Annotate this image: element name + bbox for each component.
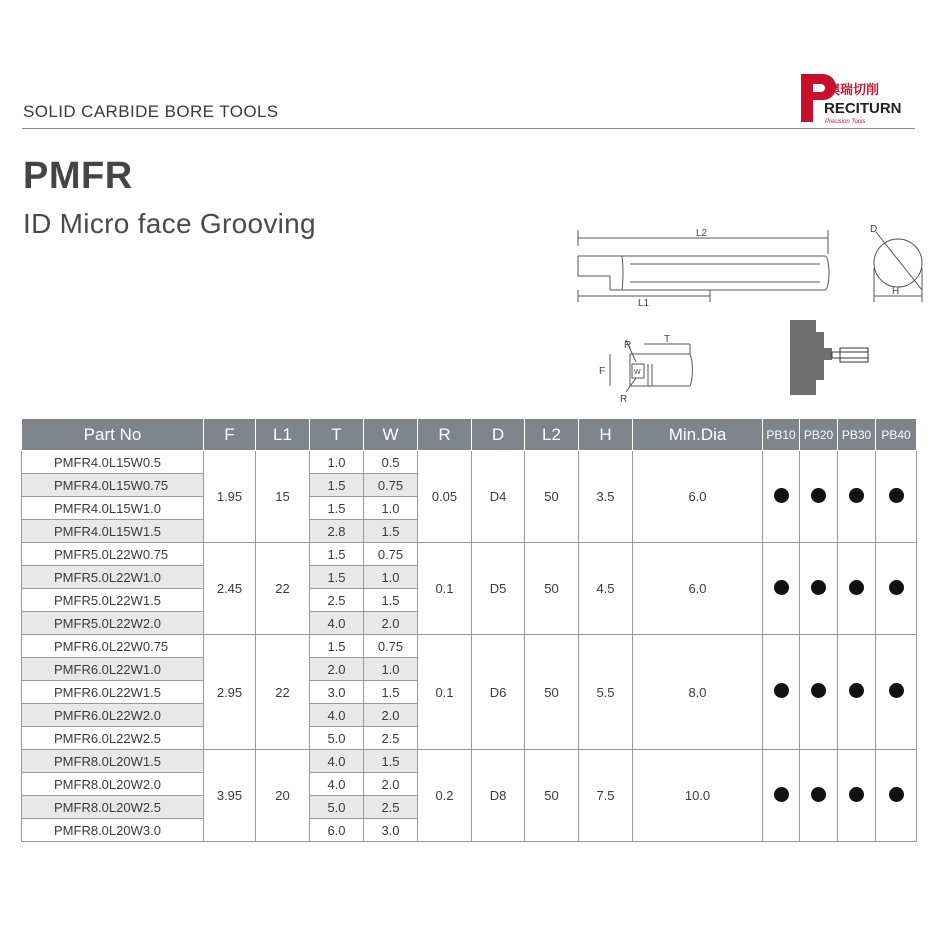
availability-dot-icon bbox=[774, 488, 789, 503]
part-number-cell: PMFR4.0L15W1.5 bbox=[22, 520, 204, 543]
availability-dot-icon bbox=[811, 787, 826, 802]
t-cell: 1.0 bbox=[310, 451, 364, 474]
h-cell: 3.5 bbox=[579, 451, 633, 543]
column-header: Min.Dia bbox=[633, 419, 763, 451]
tool-dimension-drawing bbox=[570, 218, 930, 308]
h-cell: 5.5 bbox=[579, 635, 633, 750]
w-cell: 1.0 bbox=[364, 658, 418, 681]
dim-label-l2: L2 bbox=[696, 228, 708, 239]
availability-dot-icon bbox=[774, 580, 789, 595]
t-cell: 4.0 bbox=[310, 704, 364, 727]
brand-logo bbox=[797, 72, 917, 128]
w-cell: 2.5 bbox=[364, 727, 418, 750]
d-cell: D8 bbox=[472, 750, 525, 842]
t-cell: 3.0 bbox=[310, 681, 364, 704]
dim-label-r2: R bbox=[620, 394, 628, 405]
part-number-cell: PMFR6.0L22W2.5 bbox=[22, 727, 204, 750]
dim-label-r: R bbox=[624, 340, 632, 351]
part-number-cell: PMFR6.0L22W1.0 bbox=[22, 658, 204, 681]
l1-cell: 22 bbox=[256, 543, 310, 635]
grade-availability-cell bbox=[876, 451, 917, 543]
min-dia-cell: 6.0 bbox=[633, 451, 763, 543]
t-cell: 1.5 bbox=[310, 497, 364, 520]
column-header: PB20 bbox=[800, 419, 838, 451]
availability-dot-icon bbox=[811, 683, 826, 698]
f-cell: 2.95 bbox=[204, 635, 256, 750]
availability-dot-icon bbox=[889, 580, 904, 595]
column-header: L1 bbox=[256, 419, 310, 451]
w-cell: 1.0 bbox=[364, 497, 418, 520]
availability-dot-icon bbox=[889, 488, 904, 503]
grade-availability-cell bbox=[800, 451, 838, 543]
column-header: PB10 bbox=[763, 419, 800, 451]
dim-label-f: F bbox=[599, 366, 606, 377]
t-cell: 4.0 bbox=[310, 773, 364, 796]
table-header-row bbox=[22, 419, 917, 451]
l2-cell: 50 bbox=[525, 451, 579, 543]
l2-cell: 50 bbox=[525, 635, 579, 750]
availability-dot-icon bbox=[889, 683, 904, 698]
column-header: PB30 bbox=[838, 419, 876, 451]
grade-availability-cell bbox=[800, 635, 838, 750]
l1-cell: 20 bbox=[256, 750, 310, 842]
availability-dot-icon bbox=[774, 683, 789, 698]
grade-availability-cell bbox=[800, 543, 838, 635]
l2-cell: 50 bbox=[525, 750, 579, 842]
dim-label-w: W bbox=[634, 369, 641, 376]
w-cell: 1.5 bbox=[364, 589, 418, 612]
availability-dot-icon bbox=[811, 580, 826, 595]
h-cell: 4.5 bbox=[579, 543, 633, 635]
w-cell: 1.0 bbox=[364, 566, 418, 589]
w-cell: 2.0 bbox=[364, 612, 418, 635]
logo-tagline: Precision Tools bbox=[825, 119, 866, 125]
column-header: F bbox=[204, 419, 256, 451]
face-grooving-illustration bbox=[780, 320, 880, 395]
w-cell: 1.5 bbox=[364, 520, 418, 543]
grade-availability-cell bbox=[838, 543, 876, 635]
f-cell: 2.45 bbox=[204, 543, 256, 635]
product-subtitle: ID Micro face Grooving bbox=[23, 208, 316, 239]
header-divider bbox=[22, 128, 915, 129]
d-cell: D6 bbox=[472, 635, 525, 750]
column-header: T bbox=[310, 419, 364, 451]
grade-availability-cell bbox=[876, 750, 917, 842]
column-header: L2 bbox=[525, 419, 579, 451]
groove-detail-drawing bbox=[590, 330, 720, 410]
t-cell: 2.5 bbox=[310, 589, 364, 612]
w-cell: 2.0 bbox=[364, 773, 418, 796]
w-cell: 1.5 bbox=[364, 681, 418, 704]
t-cell: 1.5 bbox=[310, 566, 364, 589]
f-cell: 1.95 bbox=[204, 451, 256, 543]
r-cell: 0.05 bbox=[418, 451, 472, 543]
grade-availability-cell bbox=[763, 451, 800, 543]
availability-dot-icon bbox=[849, 580, 864, 595]
t-cell: 1.5 bbox=[310, 474, 364, 497]
l1-cell: 22 bbox=[256, 635, 310, 750]
w-cell: 0.75 bbox=[364, 635, 418, 658]
table-row bbox=[22, 543, 917, 566]
r-cell: 0.1 bbox=[418, 543, 472, 635]
table-row bbox=[22, 635, 917, 658]
d-cell: D5 bbox=[472, 543, 525, 635]
part-number-cell: PMFR5.0L22W1.5 bbox=[22, 589, 204, 612]
min-dia-cell: 8.0 bbox=[633, 635, 763, 750]
table-row bbox=[22, 750, 917, 773]
part-number-cell: PMFR4.0L15W0.5 bbox=[22, 451, 204, 474]
grade-availability-cell bbox=[838, 451, 876, 543]
f-cell: 3.95 bbox=[204, 750, 256, 842]
table-row bbox=[22, 451, 917, 474]
t-cell: 5.0 bbox=[310, 727, 364, 750]
part-number-cell: PMFR5.0L22W0.75 bbox=[22, 543, 204, 566]
part-number-cell: PMFR8.0L20W3.0 bbox=[22, 819, 204, 842]
column-header: W bbox=[364, 419, 418, 451]
part-number-cell: PMFR8.0L20W1.5 bbox=[22, 750, 204, 773]
r-cell: 0.2 bbox=[418, 750, 472, 842]
l1-cell: 15 bbox=[256, 451, 310, 543]
t-cell: 2.0 bbox=[310, 658, 364, 681]
part-number-cell: PMFR4.0L15W0.75 bbox=[22, 474, 204, 497]
part-number-cell: PMFR6.0L22W0.75 bbox=[22, 635, 204, 658]
w-cell: 2.5 bbox=[364, 796, 418, 819]
grade-availability-cell bbox=[876, 543, 917, 635]
availability-dot-icon bbox=[849, 488, 864, 503]
w-cell: 1.5 bbox=[364, 750, 418, 773]
column-header: Part No bbox=[22, 419, 204, 451]
availability-dot-icon bbox=[849, 683, 864, 698]
availability-dot-icon bbox=[811, 488, 826, 503]
t-cell: 4.0 bbox=[310, 750, 364, 773]
h-cell: 7.5 bbox=[579, 750, 633, 842]
t-cell: 1.5 bbox=[310, 635, 364, 658]
column-header: D bbox=[472, 419, 525, 451]
grade-availability-cell bbox=[838, 750, 876, 842]
part-number-cell: PMFR8.0L20W2.0 bbox=[22, 773, 204, 796]
t-cell: 6.0 bbox=[310, 819, 364, 842]
part-number-cell: PMFR5.0L22W2.0 bbox=[22, 612, 204, 635]
t-cell: 4.0 bbox=[310, 612, 364, 635]
w-cell: 3.0 bbox=[364, 819, 418, 842]
t-cell: 2.8 bbox=[310, 520, 364, 543]
w-cell: 2.0 bbox=[364, 704, 418, 727]
r-cell: 0.1 bbox=[418, 635, 472, 750]
grade-availability-cell bbox=[763, 543, 800, 635]
spec-table bbox=[21, 418, 917, 842]
w-cell: 0.75 bbox=[364, 543, 418, 566]
dim-label-l1: L1 bbox=[638, 298, 650, 308]
part-number-cell: PMFR6.0L22W2.0 bbox=[22, 704, 204, 727]
logo-chinese-text: 澳瑞切削 bbox=[827, 83, 880, 98]
column-header: R bbox=[418, 419, 472, 451]
t-cell: 5.0 bbox=[310, 796, 364, 819]
logo-wordmark: RECITURN bbox=[824, 100, 902, 117]
section-title: SOLID CARBIDE BORE TOOLS bbox=[23, 102, 279, 121]
l2-cell: 50 bbox=[525, 543, 579, 635]
dim-label-h: H bbox=[892, 286, 900, 297]
w-cell: 0.5 bbox=[364, 451, 418, 474]
grade-availability-cell bbox=[838, 635, 876, 750]
availability-dot-icon bbox=[889, 787, 904, 802]
availability-dot-icon bbox=[849, 787, 864, 802]
grade-availability-cell bbox=[876, 635, 917, 750]
d-cell: D4 bbox=[472, 451, 525, 543]
dim-label-t: T bbox=[664, 334, 671, 345]
availability-dot-icon bbox=[774, 787, 789, 802]
product-code: PMFR bbox=[23, 155, 133, 197]
dim-label-d: D bbox=[870, 224, 878, 235]
column-header: PB40 bbox=[876, 419, 917, 451]
min-dia-cell: 10.0 bbox=[633, 750, 763, 842]
grade-availability-cell bbox=[800, 750, 838, 842]
min-dia-cell: 6.0 bbox=[633, 543, 763, 635]
part-number-cell: PMFR6.0L22W1.5 bbox=[22, 681, 204, 704]
part-number-cell: PMFR8.0L20W2.5 bbox=[22, 796, 204, 819]
part-number-cell: PMFR4.0L15W1.0 bbox=[22, 497, 204, 520]
grade-availability-cell bbox=[763, 750, 800, 842]
part-number-cell: PMFR5.0L22W1.0 bbox=[22, 566, 204, 589]
column-header: H bbox=[579, 419, 633, 451]
w-cell: 0.75 bbox=[364, 474, 418, 497]
t-cell: 1.5 bbox=[310, 543, 364, 566]
grade-availability-cell bbox=[763, 635, 800, 750]
